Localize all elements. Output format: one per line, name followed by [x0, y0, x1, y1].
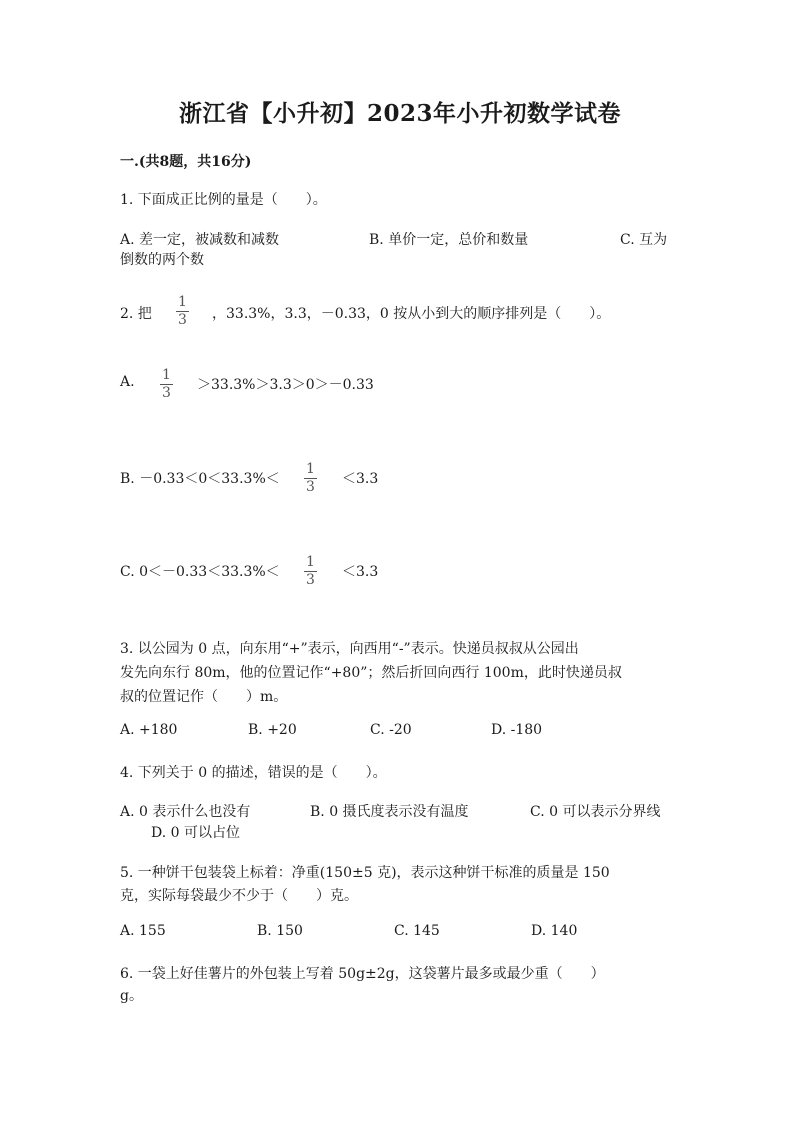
fraction-denominator: 3	[178, 312, 187, 328]
question-4-option-c: C. 0 可以表示分界线	[530, 804, 661, 820]
fraction-numerator: 1	[306, 461, 315, 477]
question-2-option-c-end: ＜3.3	[342, 564, 379, 580]
question-3-option-a: A. +180	[120, 722, 178, 738]
question-1-option-c: C. 互为	[620, 232, 668, 248]
question-2-stem-start: 2. 把	[120, 306, 152, 322]
question-3-option-d: D. -180	[491, 722, 543, 738]
question-4-option-d: D. 0 可以占位	[151, 825, 240, 841]
question-2-option-c-text: C. 0＜－0.33＜33.3%＜	[120, 564, 280, 580]
question-3-stem-line-3: 叔的位置记作（ ）m。	[120, 689, 288, 705]
question-1-option-b: B. 单价一定，总价和数量	[369, 232, 529, 248]
fraction-numerator: 1	[178, 294, 187, 310]
question-2-option-a-label: A.	[120, 374, 135, 390]
fraction-one-third	[176, 294, 189, 329]
fraction-denominator: 3	[306, 479, 315, 495]
question-5-option-b: B. 150	[257, 923, 303, 939]
question-2-stem-end: ，33.3%，3.3，－0.33，0 按从小到大的顺序排列是（ ）。	[212, 306, 611, 322]
fraction-one-third	[304, 461, 317, 496]
question-3-stem-line-1: 3. 以公园为 0 点，向东用“+”表示，向西用“-”表示。快递员叔叔从公园出	[120, 641, 579, 657]
question-5-option-a: A. 155	[120, 923, 166, 939]
page-title: 浙江省【小升初】2023年小升初数学试卷	[178, 100, 621, 127]
question-5-stem-line-2: 克，实际每袋最少不少于（ ）克。	[120, 888, 358, 904]
fraction-numerator: 1	[306, 554, 315, 570]
question-3-option-c: C. -20	[370, 722, 412, 738]
question-2-option-b-end: ＜3.3	[342, 471, 379, 487]
section-heading: 一.(共8题，共16分)	[120, 154, 252, 170]
question-2-option-a-text: ＞33.3%＞3.3＞0＞－0.33	[197, 377, 374, 393]
question-2-option-b-text: B. －0.33＜0＜33.3%＜	[120, 471, 280, 487]
question-6-stem-line-1: 6. 一袋上好佳薯片的外包装上写着 50g±2g，这袋薯片最多或最少重（ ）	[120, 966, 605, 982]
question-1-option-c-continued: 倒数的两个数	[120, 252, 204, 268]
question-3-option-b: B. +20	[248, 722, 297, 738]
fraction-numerator: 1	[162, 367, 171, 383]
question-4-option-a: A. 0 表示什么也没有	[120, 804, 251, 820]
fraction-denominator: 3	[306, 572, 315, 588]
question-5-stem-line-1: 5. 一种饼干包装袋上标着：净重(150±5 克)，表示这种饼干标准的质量是 150	[120, 865, 610, 881]
question-1-stem: 1. 下面成正比例的量是（ ）。	[120, 192, 327, 208]
fraction-one-third	[304, 554, 317, 589]
question-4-stem: 4. 下列关于 0 的描述，错误的是（ ）。	[120, 765, 387, 781]
fraction-one-third	[160, 367, 173, 402]
question-5-option-d: D. 140	[531, 923, 578, 939]
question-4-option-b: B. 0 摄氏度表示没有温度	[310, 804, 469, 820]
question-1-option-a: A. 差一定，被减数和减数	[120, 232, 280, 248]
fraction-denominator: 3	[162, 385, 171, 401]
question-5-option-c: C. 145	[394, 923, 440, 939]
question-3-stem-line-2: 发先向东行 80m，他的位置记作“+80”；然后折回向西行 100m，此时快递员叔	[120, 665, 622, 681]
question-6-stem-line-2: g。	[120, 988, 143, 1004]
